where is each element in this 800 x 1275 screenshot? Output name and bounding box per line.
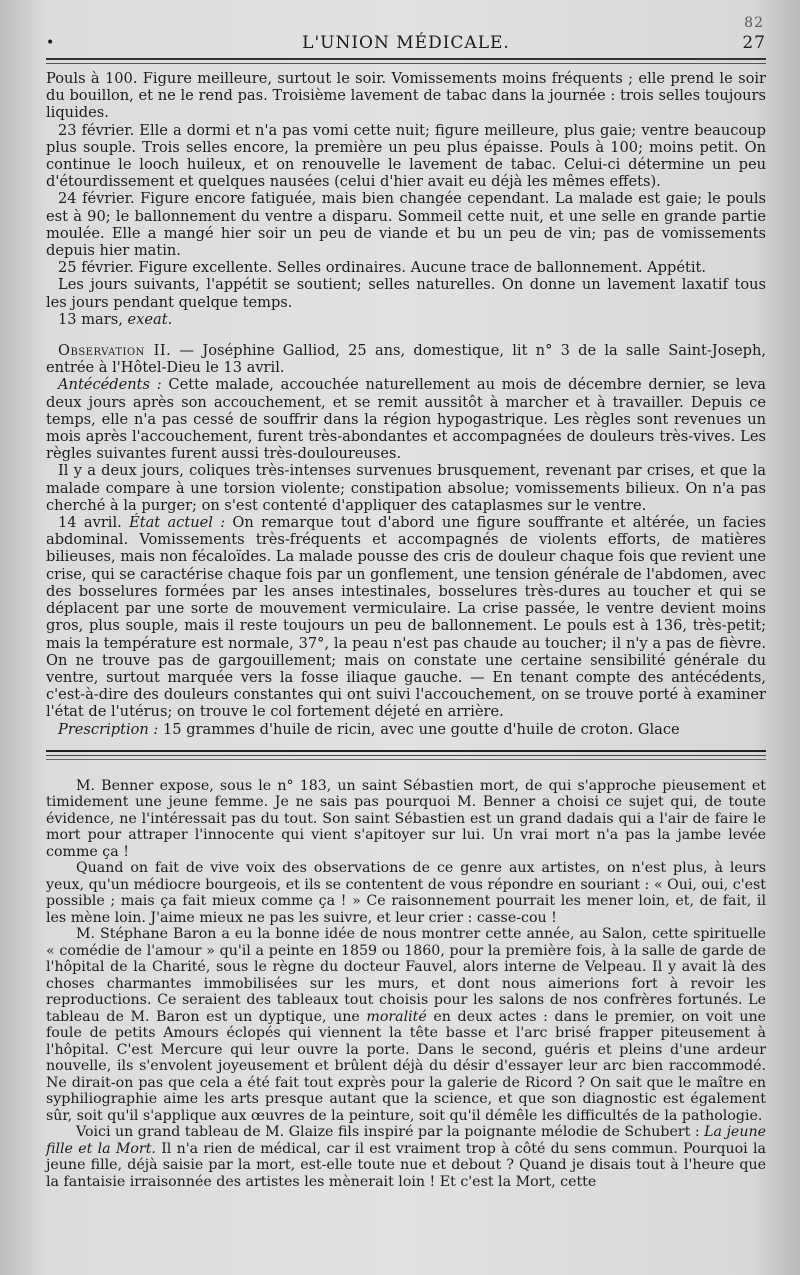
paragraph: 23 février. Elle a dormi et n'a pas vomi cette nuit; figure meilleure, plus gaie; ventre beaucoup plus souple. Trois selles encore, la première un peu plus épaisse. Pouls à 100; moins petit. On continue le looch huileux, et on renouvelle le lavement de tabac. Celui-ci détermine un peu d'étourdissement et quelques nausées (celui d'hier avait eu déjà les mêmes effets). bbox=[46, 121, 766, 191]
journal-title: L'UNION MÉDICALE. bbox=[302, 33, 510, 53]
header-bullet: • bbox=[46, 35, 56, 51]
paragraph: M. Benner expose, sous le n° 183, un saint Sébastien mort, de qui s'approche pieusement et timidement une jeune femme. Je ne sais pas pourquoi M. Benner a choisi ce sujet qui, de toute évidence, ne l'intéressait pas du tout. Son saint Sébastien est un grand dadais qui a l'air de faire le mort pour attraper l'innocente qui vient s'apitoyer sur lui. Un vrai mort n'a pas la jambe levée comme ça ! bbox=[46, 777, 766, 860]
paragraph-exeat bbox=[46, 311, 766, 328]
paragraph: Il y a deux jours, coliques très-intenses survenues brusquement, revenant par crises, et que la malade compare à une torsion violente; constipation absolue; vomissements bilieux. On n'a pas cherché à la purger; on s'est contenté d'appliquer des cataplasmes sur le ventre. bbox=[46, 462, 766, 514]
paragraph: Les jours suivants, l'appétit se soutient; selles naturelles. On donne un lavement laxatif tous les jours pendant quelque temps. bbox=[46, 276, 766, 311]
exeat-text: exeat. bbox=[127, 310, 173, 328]
text-run: Il n'a rien de médical, car il est vraiment trop à côté du sens commun. Pourquoi la jeune fille, déjà saisie par la mort, est-elle toute nue et debout ? Quand je disais tout à l'heure que la fantaisie irraisonnée des artistes les mènerait loin ! Et c'est la Mort, cette bbox=[46, 1140, 766, 1190]
observation-label: Observation II. bbox=[58, 342, 172, 360]
page-number: 27 bbox=[742, 33, 766, 53]
paragraph bbox=[46, 1124, 766, 1190]
antecedents-paragraph bbox=[46, 376, 766, 462]
main-column bbox=[46, 70, 766, 738]
etat-text: On remarque tout d'abord une figure souffrante et altérée, un facies abdominal. Vomissements très-fréquents et accompagnés de violents efforts, de matières bilieuses, mais non fécaloïdes. La malade pousse des cris de douleur chaque fois que revient une crise, qui se caractérise chaque fois par un gonflement, une tension générale de l'abdomen, avec des bosselures formées par les anses intestinales, bosselures très-dures au toucher et qui se déplacent par une sorte de mouvement vermiculaire. La crise passée, le ventre devient moins gros, plus souple, mais il reste toujours un peu de ballonnement. Le pouls est à 136, très-petit; mais la température est normale, 37°, la peau n'est pas chaude au toucher; il n'y a pas de fièvre. On ne trouve pas de gargouillement; mais on constate une certaine sensibilité générale du ventre, surtout marquée vers la fosse iliaque gauche. — En tenant compte des antécédents, c'est-à-dire des douleurs constantes qui ont suivi l'accouchement, on se trouve porté à examiner l'état de l'utérus; on trouve le col fortement déjeté en arrière. bbox=[46, 514, 766, 721]
feuilleton-separator bbox=[46, 750, 766, 760]
header-rule bbox=[46, 63, 766, 64]
moralite-word: moralité bbox=[366, 1008, 427, 1025]
date: 14 avril. bbox=[58, 514, 130, 532]
prescription-paragraph bbox=[46, 721, 766, 738]
observation-intro: — Joséphine Galliod, 25 ans, domestique, lit n° 3 de la salle Saint-Joseph, entrée à l'Hôtel-Dieu le 13 avril. bbox=[46, 342, 766, 377]
paragraph: 24 février. Figure encore fatiguée, mais bien changée cependant. La malade est gaie; le pouls est à 90; le ballonnement du ventre a disparu. Sommeil cette nuit, et une selle en grande partie moulée. Elle a mangé hier soir un peu de viande et bu un peu de vin; pas de vomissements depuis hier matin. bbox=[46, 190, 766, 260]
text-run: en deux actes : dans le premier, on voit une foule de petits Amours éclopés qui viennent la tête basse et l'arc brisé frapper piteusement à l'hôpital. C'est Mercure qui leur ouvre la porte. Dans le second, guéris et pleins d'une ardeur nouvelle, ils s'envolent joyeusement et brûlent déjà du désir d'essayer leur arc bien raccommodé. Ne dirait-on pas que cela a été fait tout exprès pour la galerie de Ricord ? On sait que le maître en syphiliographie aime les arts presque autant que la science, et que son diagnostic est également sûr, soit qu'il s'applique aux œuvres de la peinture, soit qu'il démêle les difficultés de la pathologie. bbox=[46, 1008, 767, 1124]
text-run: M. Stéphane Baron a eu la bonne idée de nous montrer cette année, au Salon, cette spirituelle « comédie de l'amour » qu'il a peinte en 1859 ou 1860, pour la première fois, à la salle de garde de l'hôpital de la Charité, sous le règne du docteur Fauvel, alors interne de Velpeau. Il y avait là des choses charmantes immobilisées sur les murs, et dont nous aimerions fort à revoir les reproductions. Ce seraient des tableaux tout choisis pour les salons de nos confrères fortunés. Le tableau de M. Baron est un dyptique, une bbox=[46, 926, 766, 1025]
paragraph: Pouls à 100. Figure meilleure, surtout le soir. Vomissements moins fréquents ; elle prend le soir du bouillon, et ne le rend pas. Troisième lavement de tabac dans la journée : trois selles toujours liquides. bbox=[46, 70, 766, 122]
prescription-label: Prescription : bbox=[58, 720, 159, 738]
observation-heading bbox=[46, 342, 766, 376]
antecedents-text: Cette malade, accouchée naturellement au mois de décembre dernier, se leva deux jours après son accouchement, et se remit aussitôt à marcher et à travailler. Depuis ce temps, elle n'a pas cessé de souffrir dans la région hypogastrique. Les règles sont revenues un mois après l'accouchement, furent très-abondantes et accompagnées de douleurs très-vives. Les règles suivantes furent aussi très-douloureuses. bbox=[46, 376, 766, 463]
antecedents-label: Antécédents : bbox=[58, 376, 162, 394]
etat-label: État actuel : bbox=[129, 514, 226, 532]
prescription-text: 15 grammes d'huile de ricin, avec une goutte d'huile de croton. Glace bbox=[158, 720, 680, 738]
paragraph: Quand on fait de vive voix des observations de ce genre aux artistes, on n'est plus, à leurs yeux, qu'un médiocre bourgeois, et ils se contentent de vous répondre en souriant : « Oui, oui, c'est possible ; mais ça fait mieux comme ça ! » Ce raisonnement pourrait les mener loin, et, de fait, il les mène loin. J'aime mieux ne pas les suivre, et leur crier : casse-cou ! bbox=[46, 860, 766, 926]
text-run: Voici un grand tableau de M. Glaize fils inspiré par la poignante mélodie de Schubert : bbox=[76, 1124, 705, 1141]
paragraph bbox=[46, 926, 766, 1124]
date: 13 mars, bbox=[58, 310, 128, 328]
etat-paragraph bbox=[46, 514, 766, 720]
paragraph: 25 février. Figure excellente. Selles ordinaires. Aucune trace de ballonnement. Appétit. bbox=[58, 259, 706, 277]
artwork-title: La jeune fille et la Mort. bbox=[46, 1124, 767, 1157]
running-header bbox=[46, 15, 766, 60]
feuilleton-column bbox=[46, 778, 766, 1191]
corner-mark: 82 bbox=[744, 15, 764, 31]
